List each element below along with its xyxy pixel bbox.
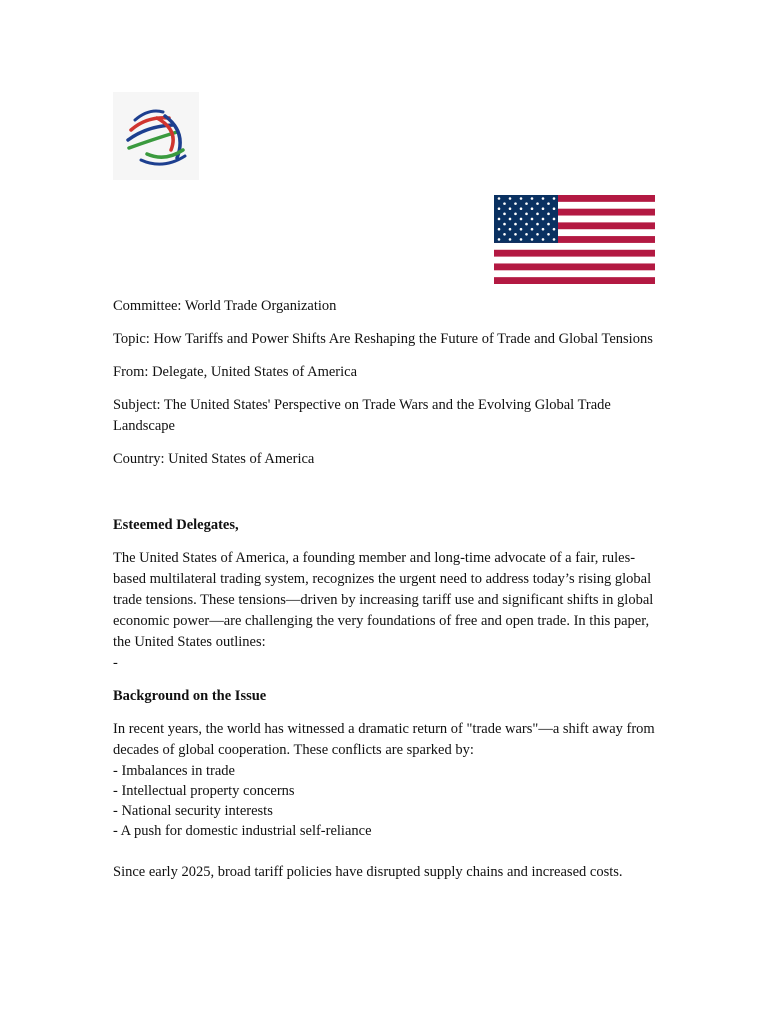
list-item: - Intellectual property concerns <box>113 783 295 799</box>
salutation: Esteemed Delegates, <box>113 517 239 533</box>
intro-paragraph: The United States of America, a founding member and long-time advocate of a fair, rules-based multilateral trading system, recognizes the urgent need to address today’s rising global trade tensions. These tensions—driven by increasing tariff use and significant shifts in global economic power—are challenging the very foundations of free and open trade. In this paper, the United States outlines: <box>113 550 654 650</box>
memo-document <box>113 296 658 883</box>
background-intro: In recent years, the world has witnessed a dramatic return of "trade wars"—a shift away from decades of global cooperation. These conflicts are sparked by: <box>113 721 655 758</box>
committee-line: Committee: World Trade Organization <box>113 298 337 314</box>
us-flag-icon <box>494 195 655 284</box>
list-item: - National security interests <box>113 803 273 819</box>
topic-line: Topic: How Tariffs and Power Shifts Are Reshaping the Future of Trade and Global Tensions <box>113 331 653 347</box>
from-line: From: Delegate, United States of America <box>113 364 358 380</box>
wto-logo-icon <box>113 92 199 180</box>
list-item: - Imbalances in trade <box>113 763 235 779</box>
causes-list <box>113 761 658 841</box>
closing-paragraph: Since early 2025, broad tariff policies have disrupted supply chains and increased costs. <box>113 864 623 880</box>
list-item: - A push for domestic industrial self-reliance <box>113 823 372 839</box>
country-line: Country: United States of America <box>113 451 315 467</box>
background-heading: Background on the Issue <box>113 688 267 704</box>
intro-dash: - <box>113 655 118 671</box>
subject-line: Subject: The United States' Perspective on Trade Wars and the Evolving Global Trade Landscape <box>113 397 611 434</box>
